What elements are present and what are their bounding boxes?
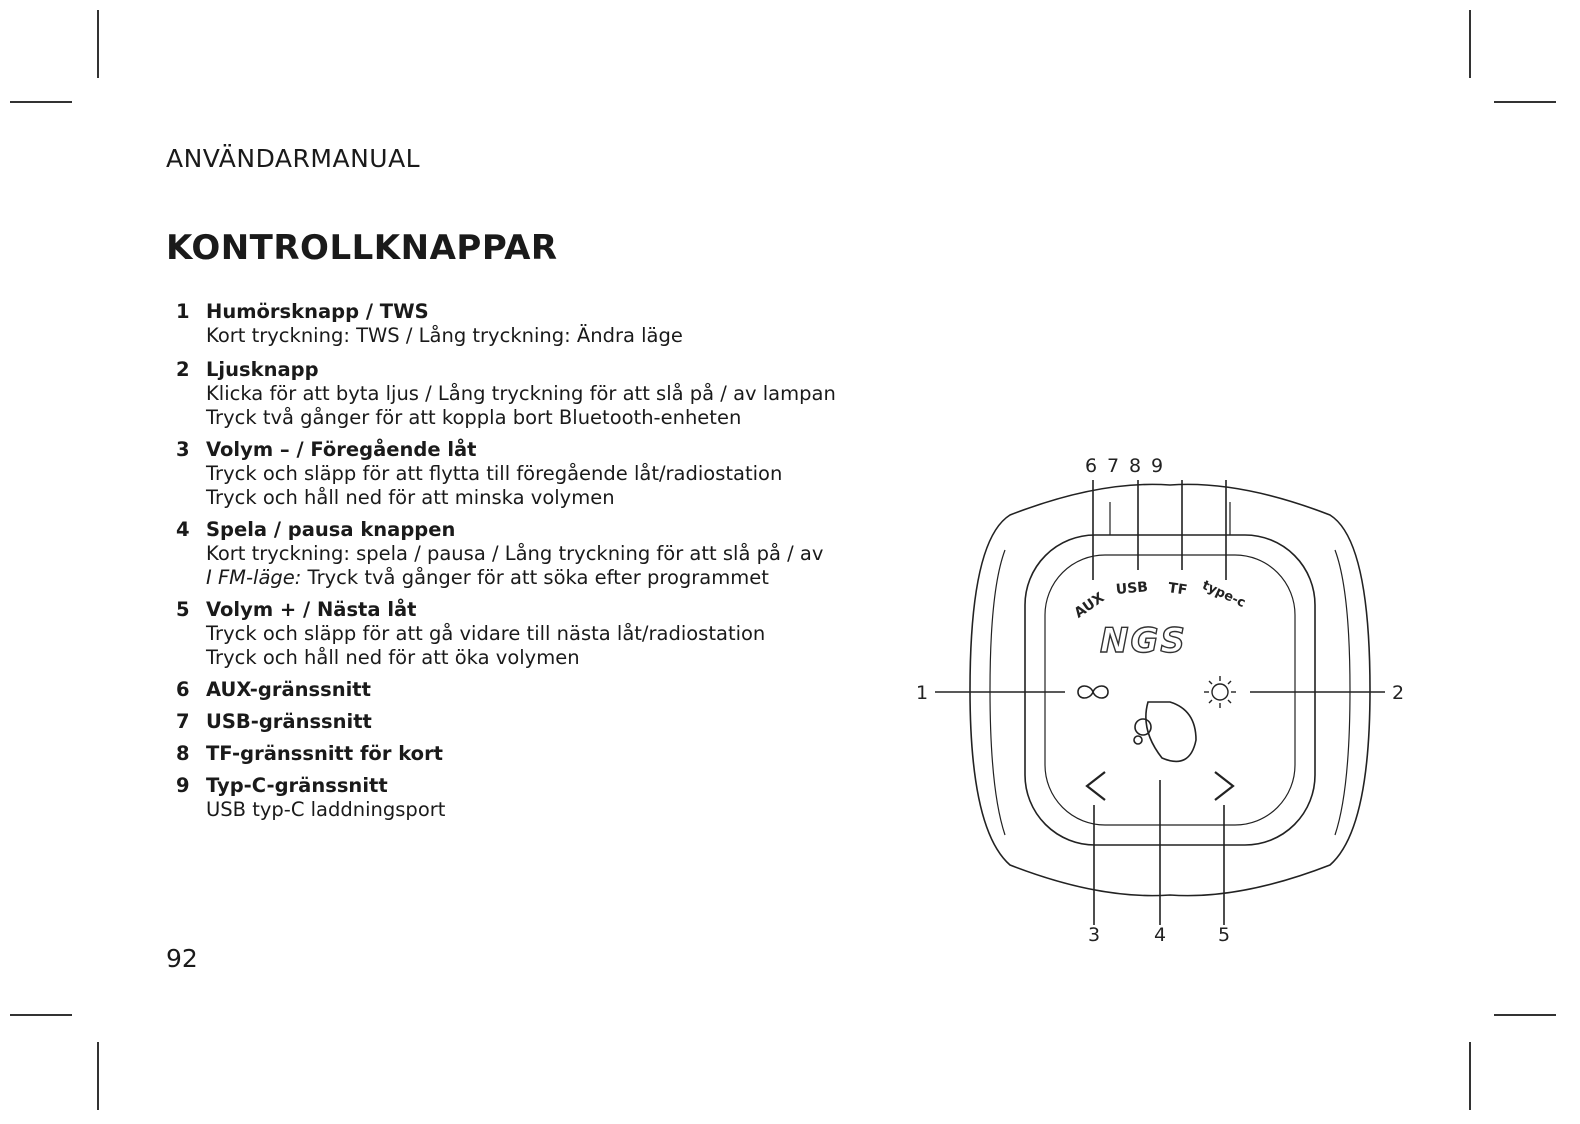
light-icon [1204, 676, 1236, 708]
list-item [166, 598, 846, 670]
page-number: 92 [166, 944, 198, 973]
callout-label-8: 8 [1129, 455, 1142, 477]
callout-label-6: 6 [1085, 455, 1098, 477]
item-number: 1 [176, 300, 190, 323]
callout-label-4: 4 [1154, 924, 1167, 946]
item-title: Ljusknapp [206, 358, 319, 381]
item-description: Tryck två gånger för att koppla bort Bluetooth-enheten [206, 406, 742, 429]
crop-mark [10, 101, 72, 103]
item-number: 5 [176, 598, 190, 621]
speaker-diagram [900, 440, 1440, 960]
item-description-rest: Tryck två gånger för att söka efter programmet [301, 566, 769, 589]
callout-label-5: 5 [1218, 924, 1231, 946]
item-description [206, 566, 846, 590]
crop-mark [97, 1042, 99, 1110]
play-pause-icon [1134, 702, 1196, 761]
item-number: 7 [176, 710, 190, 733]
crop-mark [1469, 1042, 1471, 1110]
list-item [166, 518, 846, 590]
item-title: Volym – / Föregående låt [206, 438, 477, 461]
crop-mark [10, 1014, 72, 1016]
item-description: Tryck och håll ned för att öka volymen [206, 646, 580, 669]
item-description: Kort tryckning: spela / pausa / Lång tryckning för att slå på / av [206, 542, 824, 565]
item-number: 3 [176, 438, 190, 461]
next-icon [1215, 772, 1233, 800]
item-description: USB typ-C laddningsport [206, 798, 446, 821]
list-item [166, 710, 846, 734]
item-description: Tryck och håll ned för att minska volymen [206, 486, 615, 509]
strap [1110, 502, 1230, 535]
port-label-typec: type-c [1199, 578, 1248, 612]
list-item [166, 774, 846, 822]
item-number: 4 [176, 518, 190, 541]
crop-mark [1494, 101, 1556, 103]
item-number: 6 [176, 678, 190, 701]
list-item [166, 300, 846, 348]
item-title: Typ-C-gränssnitt [206, 774, 388, 797]
previous-icon [1087, 772, 1105, 800]
brand-logo: NGS [1100, 621, 1187, 661]
crop-mark [1469, 10, 1471, 78]
callout-label-3: 3 [1088, 924, 1101, 946]
callout-label-9: 9 [1151, 455, 1164, 477]
manual-header: ANVÄNDARMANUAL [166, 144, 421, 173]
item-number: 2 [176, 358, 190, 381]
item-title: Spela / pausa knappen [206, 518, 456, 541]
callout-label-1: 1 [916, 682, 929, 704]
item-description: Tryck och släpp för att gå vidare till nästa låt/radiostation [206, 622, 766, 645]
item-title: Humörsknapp / TWS [206, 300, 429, 323]
port-label-tf: TF [1167, 580, 1189, 599]
item-title: USB-gränssnitt [206, 710, 372, 733]
speaker-body-outline [970, 484, 1370, 895]
item-title: TF-gränssnitt för kort [206, 742, 444, 765]
list-item [166, 358, 846, 430]
item-title: AUX-gränssnitt [206, 678, 371, 701]
callout-label-7: 7 [1107, 455, 1120, 477]
port-label-aux: AUX [1071, 589, 1108, 622]
callout-label-2: 2 [1392, 682, 1405, 704]
list-item [166, 678, 846, 702]
control-list [166, 300, 846, 830]
crop-mark [1494, 1014, 1556, 1016]
item-number: 8 [176, 742, 190, 765]
item-description: Tryck och släpp för att flytta till föregående låt/radiostation [206, 462, 783, 485]
port-label-usb: USB [1115, 579, 1149, 599]
page-title: KONTROLLKNAPPAR [166, 228, 558, 268]
crop-mark [97, 10, 99, 78]
list-item [166, 438, 846, 510]
item-number: 9 [176, 774, 190, 797]
item-description: Klicka för att byta ljus / Lång tryckning för att slå på / av lampan [206, 382, 836, 405]
italic-prefix: I FM-läge: [206, 566, 302, 589]
mood-icon [1078, 686, 1108, 698]
item-title: Volym + / Nästa låt [206, 598, 417, 621]
item-description: Kort tryckning: TWS / Lång tryckning: Ändra läge [206, 324, 683, 347]
list-item [166, 742, 846, 766]
